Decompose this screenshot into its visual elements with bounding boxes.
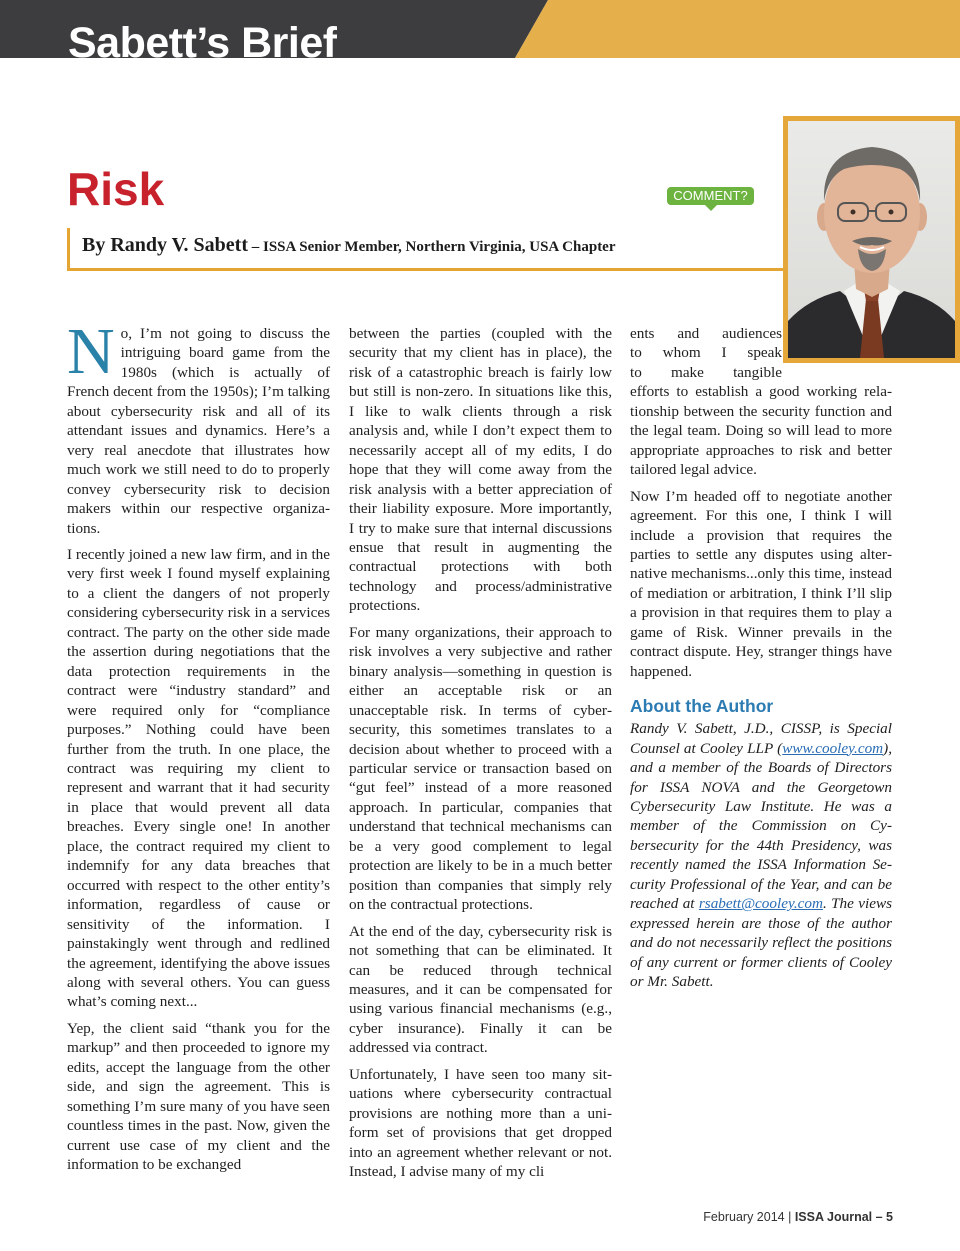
line: to make tangible (630, 363, 782, 381)
byline (82, 234, 616, 257)
about-text-part: Randy V. Sabett, J.D., CISSP, is Special Counsel at Cooley LLP ( (630, 720, 892, 757)
header-band (0, 0, 960, 58)
byline-author-name: By Randy V. Sabett (82, 234, 248, 256)
page-footer (703, 1210, 893, 1224)
series-title: Sabett’s Brief (68, 19, 337, 58)
header-gold-segment (515, 0, 960, 58)
website-link[interactable]: www.cooley.com (782, 739, 884, 757)
about-author-heading: About the Author (630, 696, 774, 717)
about-text-part: . The views expressed herein are those of the author and do not necessarily reflect the positions of any current or former clients of Cooley or Mr. Sabett. (630, 895, 892, 991)
body-paragraph: between the parties (coupled with the security that my client has in place), the risk of a catastrophic breach is fairly low but still is non-zero. In situations like this, I like to walk clients through a risk analysis and, while I don’t expect them to necessarily accept all of my edits, I do hope that they will come away from the risk analysis with a better appreciation of their liability exposure. More importantly, I try to make sure that internal discussions ensue that result in augmenting the contractual protections with both technology and process/administrative protections. (349, 325, 612, 615)
body-paragraph: For many organizations, their approach to risk involves a very subjective and rather binary analysis—something in question is either an acceptable risk or an unacceptable risk. In terms of cybersecurity, this sometimes translates to a decision about whether to proceed with a particular service or transaction based on “gut feel” instead of a more reasoned approach. In particular, companies that understand that technical mechanisms can be a very good complement to legal protection are likely to be in a much better position than companies that simply rely on the contractual protections. (349, 623, 612, 914)
author-portrait (788, 121, 955, 358)
footer-date: February 2014 (703, 1210, 785, 1224)
paragraph-text: o, I’m not going to discuss the intriguing board game from the 1980s (which is actually of French decent from the 1950s); I’m talking about cybersecurity risk and all of its attendant issues and dynamics. Here’s a very real anecdote that illustrates how much work we still need to do to properly convey cybersecurity risk to decision makers within our respective organizations. (67, 325, 330, 537)
wrapped-lines (630, 324, 782, 382)
body-paragraph: Now I’m headed off to negotiate another agreement. For this one, I think I will include a provision that requires the parties to settle any disputes using alternative mechanisms...only this time, instead of mediation or arbitration, I think I’ll slip a provision in that requires them to play a game of Risk. Winner prevails in the contract dispute. Hey, stranger things have happened. (630, 487, 892, 680)
line: ents and audiences (630, 325, 782, 342)
drop-cap: N (67, 315, 115, 388)
body-paragraph: I recently joined a new law firm, and in the very first week I found myself explaining to a client the dangers of not properly considering cybersecurity risk in a services contract. The party on the other side made the assertion during negotiations that the data protection requirements in the contract were “industry standard” and were required only for “compliance purposes.” Nothing could have been further from the truth. In one place, the contract was requiring my client to represent and warrant that it had security in place that would prevent all data breaches. Every single one! In another place, the contract required my client to indemnify for any data breaches that occurred with respect to the other entity’s information, regardless of cause or sensitivity of the information. I painstakingly went through and redlined the agreement, identifying the above issues along with several others. You can guess what’s coming next... (67, 545, 330, 1011)
byline-separator: – (247, 239, 263, 255)
article-column-2 (349, 324, 612, 1188)
body-paragraph: Unfortunately, I have seen too many situations where cybersecurity contractual provisions are nothing more than a uniform set of provisions that get dropped into an agreement whether relevant or not. Instead, I advise many of my cli (349, 1065, 612, 1181)
body-paragraph (67, 315, 330, 538)
byline-affiliation: ISSA Senior Member, Northern Virginia, USA Chapter (262, 239, 616, 255)
email-link[interactable]: rsabett@cooley.com (698, 895, 823, 913)
comment-button[interactable]: COMMENT? (667, 187, 754, 205)
footer-journal-page: ISSA Journal – 5 (794, 1210, 893, 1224)
about-author-text (630, 719, 892, 991)
article-column-3 (630, 324, 892, 999)
body-paragraph: At the end of the day, cybersecurity risk is not something that can be eliminated. It can be reduced through technical measures, and it can be compensated for using various financial mechanisms (e.g., cyber insurance). Finally it can be addressed via contract. (349, 922, 612, 1057)
article-title: Risk (67, 163, 165, 215)
footer-divider: | (784, 1210, 795, 1224)
about-text-part: ), and a member of the Boards of Directors for ISSA NOVA and the Georgetown Cybersecurity Law Institute. He was a member of the Commission on Cybersecurity for the 44th Presidency, was recently named the ISSA Information Security Professional of the Year, and can be reached at (630, 739, 892, 913)
article-column-1 (67, 315, 330, 1181)
body-paragraph: efforts to establish a good working relationship between the security function and the legal team. Doing so will lead to more appropriate approaches to risk and better tailored legal advice. (630, 383, 892, 479)
line: to whom I speak (630, 344, 782, 362)
byline-box (67, 228, 786, 271)
body-paragraph: Yep, the client said “thank you for the markup” and then proceeded to ignore my edits, accept the language from the other side, and sign the agreement. This is something I’m sure many of you have seen countless times in the past. Now, given the current use case of my client and the information to be exchanged (67, 1019, 330, 1174)
